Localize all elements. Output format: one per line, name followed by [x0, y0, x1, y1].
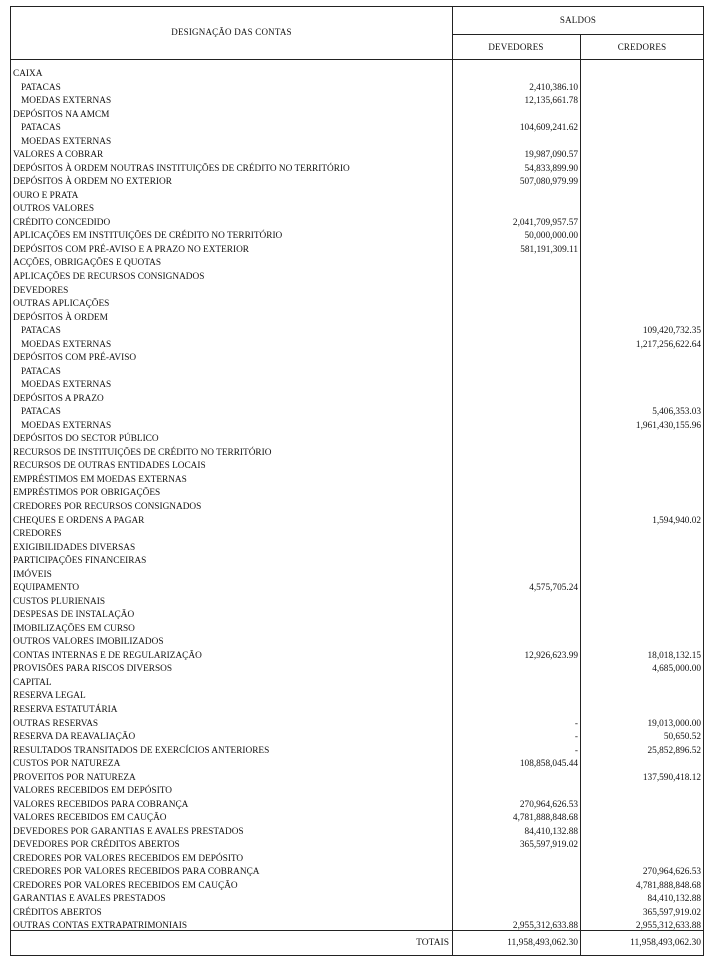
totals-row	[11, 931, 703, 955]
table-row	[11, 799, 703, 813]
account-label: CAIXA	[13, 69, 43, 79]
table-row	[11, 95, 703, 109]
account-label: RESULTADOS TRANSITADOS DE EXERCÍCIOS ANTERIORES	[13, 745, 270, 756]
account-label: APLICAÇÕES DE RECURSOS CONSIGNADOS	[13, 271, 205, 282]
table-row	[11, 515, 703, 529]
account-label: CUSTOS PLURIENAIS	[13, 596, 106, 607]
account-label: RECURSOS DE INSTITUIÇÕES DE CRÉDITO NO TERRITÓRIO	[13, 447, 272, 458]
account-label: CONTAS INTERNAS E DE REGULARIZAÇÃO	[13, 650, 202, 661]
table-row	[11, 623, 703, 637]
devedores-value: 50,000,000.00	[524, 231, 578, 242]
account-label: CRÉDITO CONCEDIDO	[13, 217, 111, 228]
account-label: VALORES RECEBIDOS EM CAUÇÃO	[13, 813, 167, 824]
table-row	[11, 487, 703, 501]
account-label: DEPÓSITOS A PRAZO	[13, 393, 104, 404]
account-label: MOEDAS EXTERNAS	[21, 420, 112, 431]
account-label: CREDORES POR RECURSOS CONSIGNADOS	[13, 502, 202, 512]
account-label: IMOBILIZAÇÕES EM CURSO	[13, 623, 135, 634]
table-row	[11, 433, 703, 447]
account-label: VALORES RECEBIDOS EM DEPÓSITO	[13, 786, 173, 797]
table-body	[11, 68, 703, 934]
account-label: CRÉDITOS ABERTOS	[13, 907, 102, 918]
credores-value: 137,590,418.12	[642, 772, 701, 783]
account-label: CREDORES POR VALORES RECEBIDOS EM CAUÇÃO	[13, 880, 238, 891]
devedores-value: 507,080,979.99	[519, 177, 578, 188]
account-label: PROVEITOS POR NATUREZA	[13, 772, 136, 783]
credores-value: 84,410,132.88	[647, 894, 701, 905]
account-label: MOEDAS EXTERNAS	[21, 136, 112, 147]
account-label: MOEDAS EXTERNAS	[21, 96, 112, 107]
devedores-value: 104,609,241.62	[519, 123, 578, 134]
table-row	[11, 460, 703, 474]
account-label: VALORES A COBRAR	[13, 150, 104, 161]
header-divider	[452, 34, 703, 35]
table-row	[11, 176, 703, 190]
devedores-value: -	[574, 745, 578, 756]
devedores-value: 365,597,919.02	[519, 840, 578, 851]
credores-value: 109,420,732.35	[642, 326, 701, 337]
table-row	[11, 501, 703, 515]
balance-table	[10, 6, 704, 956]
table-row	[11, 136, 703, 150]
totals-label: TOTAIS	[416, 938, 449, 948]
table-row	[11, 636, 703, 650]
table-row	[11, 352, 703, 366]
account-label: OUTROS VALORES IMOBILIZADOS	[13, 637, 164, 648]
table-row	[11, 839, 703, 853]
credores-value: 2,955,312,633.88	[635, 921, 701, 932]
table-row	[11, 893, 703, 907]
account-label: ACÇÕES, OBRIGAÇÕES E QUOTAS	[13, 258, 162, 269]
account-label: CAPITAL	[13, 677, 52, 688]
table-row	[11, 312, 703, 326]
header-saldos: SALDOS	[559, 15, 597, 25]
table-row	[11, 163, 703, 177]
table-row	[11, 772, 703, 786]
account-label: PATACAS	[21, 123, 61, 134]
account-label: EMPRÉSTIMOS POR OBRIGAÇÕES	[13, 488, 161, 499]
account-label: DEVEDORES POR GARANTIAS E AVALES PRESTADOS	[13, 826, 244, 837]
account-label: PATACAS	[21, 366, 61, 377]
header-credores: CREDORES	[617, 42, 667, 52]
table-row	[11, 190, 703, 204]
account-label: RECURSOS DE OUTRAS ENTIDADES LOCAIS	[13, 461, 206, 472]
account-label: OUTRAS CONTAS EXTRAPATRIMONIAIS	[13, 921, 188, 932]
credores-value: 50,650.52	[663, 732, 701, 743]
devedores-value: 12,926,623.99	[524, 650, 578, 661]
devedores-value: 84,410,132.88	[524, 826, 578, 837]
table-row	[11, 447, 703, 461]
table-row	[11, 68, 703, 82]
account-label: EMPRÉSTIMOS EM MOEDAS EXTERNAS	[13, 474, 187, 485]
account-label: DEPÓSITOS DO SECTOR PÚBLICO	[13, 434, 159, 445]
table-row	[11, 339, 703, 353]
account-label: MOEDAS EXTERNAS	[21, 380, 112, 391]
table-row	[11, 718, 703, 732]
table-row	[11, 149, 703, 163]
table-row	[11, 650, 703, 664]
account-label: PATACAS	[21, 407, 61, 418]
table-row	[11, 569, 703, 583]
table-row	[11, 82, 703, 96]
table-row	[11, 203, 703, 217]
account-label: DESPESAS DE INSTALAÇÃO	[13, 610, 135, 621]
table-row	[11, 745, 703, 759]
header-bottom-line	[11, 59, 703, 60]
credores-value: 1,217,256,622.64	[635, 339, 701, 350]
account-label: DEVEDORES	[13, 285, 69, 296]
account-label: DEPÓSITOS COM PRÉ-AVISO E A PRAZO NO EXTERIOR	[13, 244, 249, 255]
table-row	[11, 230, 703, 244]
table-row	[11, 758, 703, 772]
account-label: CREDORES POR VALORES RECEBIDOS EM DEPÓSITO	[13, 853, 244, 864]
table-row	[11, 907, 703, 921]
table-row	[11, 663, 703, 677]
devedores-value: 54,833,899.90	[524, 163, 578, 174]
table-row	[11, 379, 703, 393]
account-label: RESERVA ESTATUTÁRIA	[13, 704, 118, 715]
credores-value: 1,594,940.02	[652, 515, 701, 526]
account-label: IMÓVEIS	[13, 569, 52, 580]
account-label: CREDORES POR VALORES RECEBIDOS PARA COBRANÇA	[13, 867, 260, 878]
table-row	[11, 257, 703, 271]
account-label: PROVISÕES PARA RISCOS DIVERSOS	[13, 664, 173, 675]
account-label: DEPÓSITOS À ORDEM NOUTRAS INSTITUIÇÕES DE CRÉDITO NO TERRITÓRIO	[13, 163, 350, 174]
credores-value: 1,961,430,155.96	[635, 420, 701, 431]
devedores-value: 581,191,309.11	[520, 244, 578, 255]
header-devedores: DEVEDORES	[488, 42, 544, 52]
table-row	[11, 217, 703, 231]
credores-value: 19,013,000.00	[647, 718, 701, 729]
table-row	[11, 866, 703, 880]
credores-value: 18,018,132.15	[647, 650, 701, 661]
account-label: OUTRAS APLICAÇÕES	[13, 299, 110, 310]
table-row	[11, 582, 703, 596]
table-row	[11, 853, 703, 867]
account-label: CUSTOS POR NATUREZA	[13, 759, 121, 770]
header-designacao: DESIGNAÇÃO DAS CONTAS	[171, 27, 292, 37]
account-label: EXIGIBILIDADES DIVERSAS	[13, 542, 136, 553]
devedores-value: 108,858,045.44	[519, 759, 578, 770]
account-label: PARTICIPAÇÕES FINANCEIRAS	[13, 556, 147, 567]
account-label: PATACAS	[21, 82, 61, 93]
devedores-value: 270,964,626.53	[519, 799, 578, 810]
account-label: OURO E PRATA	[13, 190, 79, 201]
table-row	[11, 285, 703, 299]
table-row	[11, 244, 703, 258]
devedores-value: 2,041,709,957.57	[512, 217, 578, 228]
table-row	[11, 406, 703, 420]
table-row	[11, 785, 703, 799]
table-row	[11, 298, 703, 312]
credores-value: 4,685,000.00	[652, 664, 701, 675]
table-row	[11, 542, 703, 556]
table-row	[11, 420, 703, 434]
account-label: RESERVA DA REAVALIAÇÃO	[13, 732, 136, 743]
table-row	[11, 596, 703, 610]
account-label: EQUIPAMENTO	[13, 583, 80, 594]
table-row	[11, 366, 703, 380]
devedores-value: 19,987,090.57	[524, 150, 578, 161]
table-row	[11, 555, 703, 569]
table-row	[11, 690, 703, 704]
table-row	[11, 271, 703, 285]
table-row	[11, 609, 703, 623]
account-label: MOEDAS EXTERNAS	[21, 339, 112, 350]
devedores-value: 12,135,661.78	[524, 96, 578, 107]
credores-value: 365,597,919.02	[642, 907, 701, 918]
account-label: DEPÓSITOS À ORDEM	[13, 312, 108, 323]
account-label: PATACAS	[21, 326, 61, 337]
devedores-value: 2,955,312,633.88	[512, 921, 578, 932]
table-row	[11, 677, 703, 691]
account-label: DEPÓSITOS NA AMCM	[13, 109, 110, 120]
account-label: CHEQUES E ORDENS A PAGAR	[13, 515, 145, 526]
account-label: DEVEDORES POR CRÉDITOS ABERTOS	[13, 840, 180, 851]
devedores-value: 2,410,386.10	[529, 82, 578, 93]
credores-value: 4,781,888,848.68	[635, 880, 701, 891]
table-row	[11, 109, 703, 123]
totals-credores: 11,958,493,062.30	[630, 938, 701, 948]
account-label: APLICAÇÕES EM INSTITUIÇÕES DE CRÉDITO NO TERRITÓRIO	[13, 231, 283, 242]
account-label: OUTROS VALORES	[13, 204, 95, 215]
table-row	[11, 812, 703, 826]
table-row	[11, 528, 703, 542]
table-row	[11, 122, 703, 136]
table-row	[11, 704, 703, 718]
account-label: OUTRAS RESERVAS	[13, 718, 99, 729]
devedores-value: 4,781,888,848.68	[512, 813, 578, 824]
devedores-value: -	[574, 732, 578, 743]
table-row	[11, 474, 703, 488]
account-label: RESERVA LEGAL	[13, 691, 86, 702]
table-row	[11, 731, 703, 745]
credores-value: 5,406,353.03	[652, 407, 701, 418]
account-label: CREDORES	[13, 529, 62, 540]
account-label: DEPÓSITOS COM PRÉ-AVISO	[13, 353, 137, 364]
account-label: DEPÓSITOS À ORDEM NO EXTERIOR	[13, 177, 172, 188]
table-row	[11, 325, 703, 339]
table-row	[11, 880, 703, 894]
credores-value: 25,852,896.52	[647, 745, 701, 756]
totals-devedores: 11,958,493,062.30	[507, 938, 578, 948]
devedores-value: -	[574, 718, 578, 729]
credores-value: 270,964,626.53	[642, 867, 701, 878]
account-label: GARANTIAS E AVALES PRESTADOS	[13, 894, 166, 905]
devedores-value: 4,575,705.24	[529, 583, 578, 594]
account-label: VALORES RECEBIDOS PARA COBRANÇA	[13, 799, 189, 810]
table-row	[11, 393, 703, 407]
table-row	[11, 826, 703, 840]
